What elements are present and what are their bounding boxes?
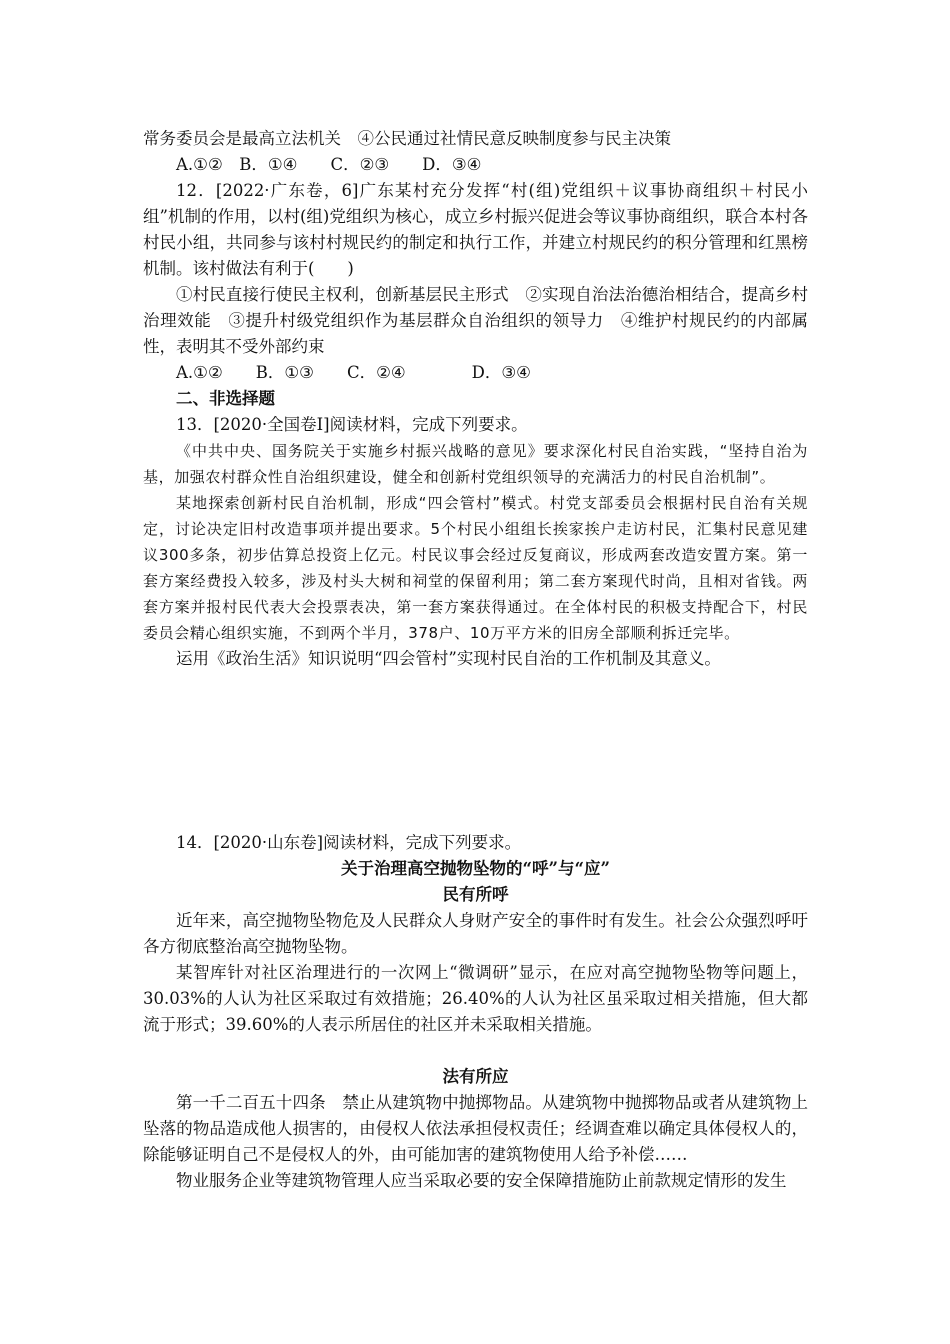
q12-options: A.①② B．①③ C．②④ D．③④ <box>176 363 531 382</box>
q13-requirement: 运用《政治生活》知识说明“四会管村”实现村民自治的工作机制及其意义。 <box>176 649 721 668</box>
q14-subtitle-2: 法有所应 <box>442 1067 509 1086</box>
q13-stem: 13．[2020·全国卷Ⅰ]阅读材料，完成下列要求。 <box>176 415 528 434</box>
answer-space <box>143 672 808 830</box>
q14-subtitle-1: 民有所呼 <box>442 885 509 904</box>
section-title: 二、非选择题 <box>176 389 275 408</box>
q14-para-4: 物业服务企业等建筑物管理人应当采取必要的安全保障措施防止前款规定情形的发生 <box>176 1171 787 1190</box>
q13-material-2: 某地探索创新村民自治机制，形成“四会管村”模式。村党支部委员会根据村民自治有关规定，讨论决定旧村改造事项并提出要求。5个村民小组组长挨家挨户走访村民，汇集村民意见建议300多条，初步估算总投资上亿元。村民议事会经过反复商议，形成两套改造安置方案。第一套方案经费投入较多，涉及村头大树和祠堂的保留利用；第二套方案现代时尚，且相对省钱。两套方案并报村民代表大会投票表决，第一套方案获得通过。在全体村民的积极支持配合下，村民委员会精心组织实施，不到两个半月，378户、10万平方米的旧房全部顺利拆迁完毕。 <box>143 494 808 642</box>
document-page <box>143 126 808 1194</box>
q14-stem: 14．[2020·山东卷]阅读材料，完成下列要求。 <box>176 833 522 852</box>
q14-title: 关于治理高空抛物坠物的“呼”与“应” <box>341 859 610 878</box>
q14-para-2: 某智库针对社区治理进行的一次网上“微调研”显示，在应对高空抛物坠物等问题上，30.03%的人认为社区采取过有效措施；26.40%的人认为社区虽采取过相关措施，但大都流于形式；39.60%的人表示所居住的社区并未采取相关措施。 <box>143 963 808 1034</box>
q11-options: A.①② B．①④ C．②③ D．③④ <box>176 155 482 174</box>
q13-material-1: 《中共中央、国务院关于实施乡村振兴战略的意见》要求深化村民自治实践，“坚持自治为基，加强农村群众性自治组织建设，健全和创新村党组织领导的充满活力的村民自治机制”。 <box>143 442 808 486</box>
q14-para-3: 第一千二百五十四条 禁止从建筑物中抛掷物品。从建筑物中抛掷物品或者从建筑物上坠落的物品造成他人损害的，由侵权人依法承担侵权责任；经调查难以确定具体侵权人的，除能够证明自己不是侵权人的外，由可能加害的建筑物使用人给予补偿…… <box>143 1093 808 1164</box>
spacer <box>143 1038 808 1064</box>
q11-tail: 常务委员会是最高立法机关 ④公民通过社情民意反映制度参与民主决策 <box>143 129 671 148</box>
q12-statements: ①村民直接行使民主权利，创新基层民主形式 ②实现自治法治德治相结合，提高乡村治理效能 ③提升村级党组织作为基层群众自治组织的领导力 ④维护村规民约的内部属性，表明其不受外部约束 <box>143 285 808 356</box>
q14-para-1: 近年来，高空抛物坠物危及人民群众人身财产安全的事件时有发生。社会公众强烈呼吁各方彻底整治高空抛物坠物。 <box>143 911 808 956</box>
q12-stem: 12．[2022·广东卷，6]广东某村充分发挥“村(组)党组织＋议事协商组织＋村民小组”机制的作用，以村(组)党组织为核心，成立乡村振兴促进会等议事协商组织，联合本村各村民小组，共同参与该村村规民约的制定和执行工作，并建立村规民约的积分管理和红黑榜机制。该村做法有利于( ) <box>143 181 808 278</box>
